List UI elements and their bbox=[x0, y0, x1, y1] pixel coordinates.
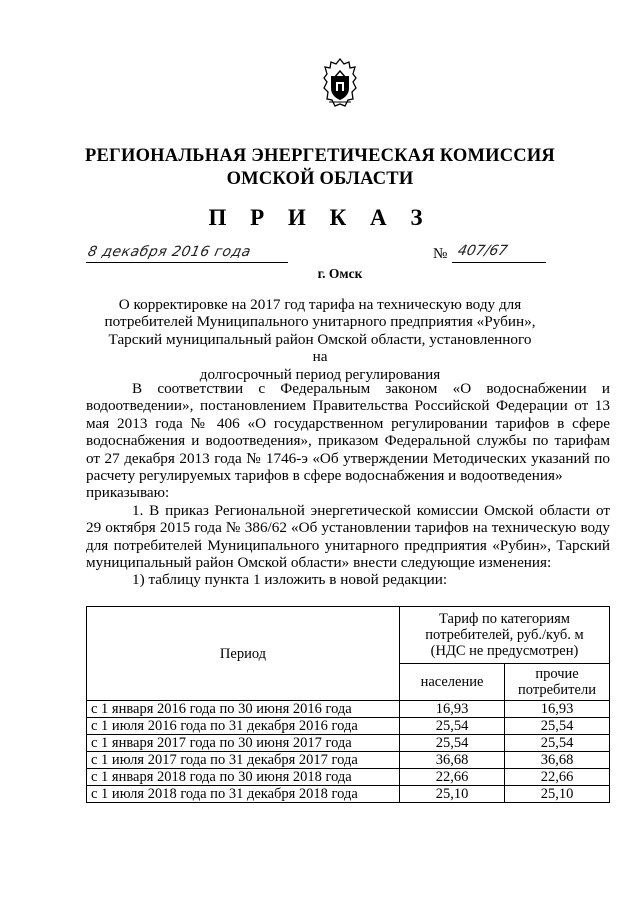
order-body bbox=[86, 380, 610, 589]
org-name-line2: ОМСКОЙ ОБЛАСТИ bbox=[226, 169, 414, 189]
table-row bbox=[87, 701, 610, 718]
subject-line: потребителей Муниципального унитарного предприятия «Рубин», bbox=[104, 313, 536, 331]
header-other-consumers bbox=[505, 664, 610, 701]
table-row bbox=[87, 769, 610, 786]
period-cell: с 1 января 2017 года по 30 июня 2017 года bbox=[87, 735, 400, 752]
date-underline bbox=[86, 262, 288, 263]
preamble-paragraph: В соответствии с Федеральным законом «О водоснабжении и водоотведении», постановлением Правительства Российской Федерации от 13 мая 2013 года № 406 «О государственном регулировании тарифов в сфере водоснабжения и водоотведения», приказом Федеральной службы по тарифам от 27 декабря 2013 года № 1746-э «Об утверждении Методических указаний по расчету регулируемых тарифов в сфере водоснабжения и водоотведения» bbox=[86, 380, 610, 485]
other-cell: 16,93 bbox=[505, 701, 610, 718]
number-underline bbox=[452, 262, 546, 263]
header-tariff-line: потребителей, руб./куб. м bbox=[425, 627, 584, 643]
table-row bbox=[87, 718, 610, 735]
header-other-line: потребители bbox=[518, 682, 596, 698]
period-cell: с 1 июля 2017 года по 31 декабря 2017 года bbox=[87, 752, 400, 769]
document-type-title: П Р И К А З bbox=[208, 205, 432, 230]
header-population: население bbox=[400, 664, 505, 701]
subject-line: О корректировке на 2017 год тарифа на техническую воду для bbox=[118, 296, 522, 313]
handwritten-date: 8 декабря 2016 года bbox=[86, 244, 253, 260]
subclause-1-paragraph: 1) таблицу пункта 1 изложить в новой редакции: bbox=[132, 571, 448, 589]
header-period: Период bbox=[87, 607, 400, 701]
population-cell: 25,10 bbox=[400, 786, 505, 803]
other-cell: 25,10 bbox=[505, 786, 610, 803]
other-cell: 36,68 bbox=[505, 752, 610, 769]
org-name-line1: РЕГИОНАЛЬНАЯ ЭНЕРГЕТИЧЕСКАЯ КОМИССИЯ bbox=[84, 146, 555, 166]
tariff-table bbox=[86, 606, 610, 803]
table-row bbox=[87, 735, 610, 752]
population-cell: 25,54 bbox=[400, 718, 505, 735]
table-header-row bbox=[87, 607, 610, 664]
period-cell: с 1 июля 2018 года по 31 декабря 2018 года bbox=[87, 786, 400, 803]
header-tariff-line: Тариф по категориям bbox=[439, 611, 570, 627]
population-cell: 16,93 bbox=[400, 701, 505, 718]
other-cell: 25,54 bbox=[505, 718, 610, 735]
order-verb: приказываю: bbox=[86, 484, 170, 502]
period-cell: с 1 января 2016 года по 30 июня 2016 года bbox=[87, 701, 400, 718]
table-row bbox=[87, 786, 610, 803]
order-subject bbox=[100, 296, 540, 383]
header-other-line: прочие bbox=[535, 666, 579, 682]
population-cell: 22,66 bbox=[400, 769, 505, 786]
header-tariff bbox=[400, 607, 610, 664]
omsk-coat-of-arms-icon bbox=[323, 58, 357, 110]
city-label: г. Омск bbox=[317, 266, 363, 281]
subject-line: Тарский муниципальный район Омской области, установленного на bbox=[108, 330, 532, 366]
period-cell: с 1 июля 2016 года по 31 декабря 2016 года bbox=[87, 718, 400, 735]
other-cell: 25,54 bbox=[505, 735, 610, 752]
table-row bbox=[87, 752, 610, 769]
number-sign: № bbox=[433, 246, 448, 262]
handwritten-number: 407/67 bbox=[456, 243, 509, 259]
population-cell: 36,68 bbox=[400, 752, 505, 769]
other-cell: 22,66 bbox=[505, 769, 610, 786]
period-cell: с 1 января 2018 года по 30 июня 2018 года bbox=[87, 769, 400, 786]
subject-line: долгосрочный период регулирования bbox=[199, 365, 441, 383]
population-cell: 25,54 bbox=[400, 735, 505, 752]
header-tariff-line: (НДС не предусмотрен) bbox=[430, 643, 579, 659]
clause-1-paragraph: 1. В приказ Региональной энергетической комиссии Омской области от 29 октября 2015 года № 386/62 «Об установлении тарифов на техническую воду для потребителей Муниципального унитарного предприятия «Рубин», Тарский муниципальный район Омской области» внести следующие изменения: bbox=[86, 501, 610, 572]
